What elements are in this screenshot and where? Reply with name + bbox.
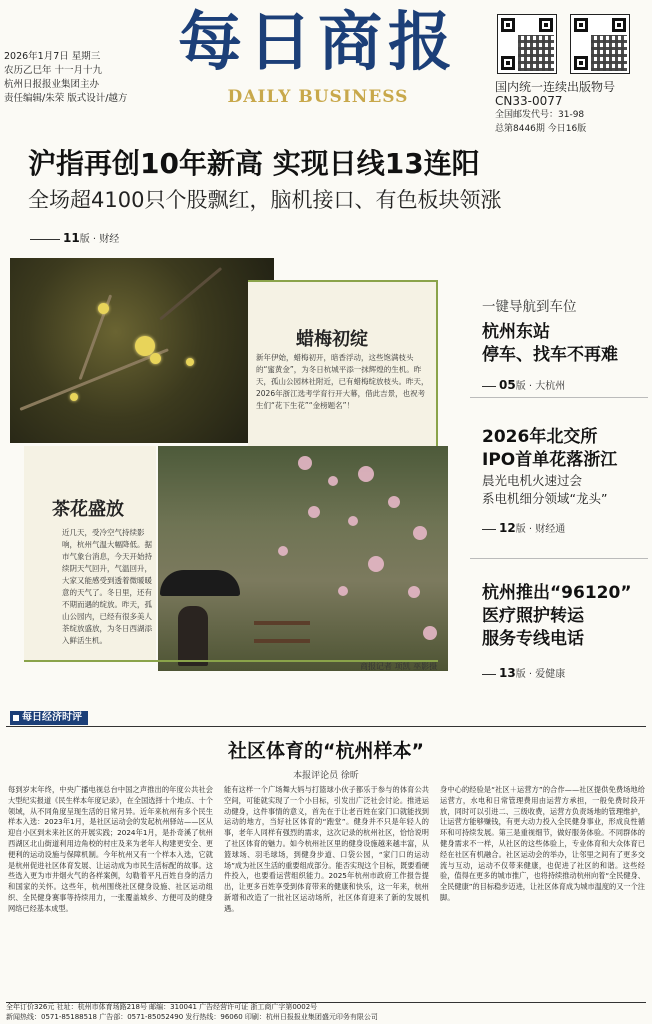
article-column: 能有这样一个广场舞大妈与打篮球小伙子都乐于参与的体育公共空间，可能就实现了一个小目标，引发出广泛社会讨论。推进运动健身，这件事情的意义，首先在于让老百姓在家门口就能找到运动的地方，当好社区体育的“跑堂”。健身并不只是年轻人的事，老年人同样有强烈的需求，这次记录的杭州社区，恰恰说明了社区体育的魅力。如今杭州社区里的健身设施越来越丰富，从篮球场、羽毛球场，到健身步道、口袋公园，“家门口的运动场”成为社区生活的重要组成部分。能否实现这个目标，既要看硬件投入，也要看运营组织能力。2025年杭州市政府工作报告提出，让更多百姓享受到体育带来的健康和快乐，这一年来，杭州新增和改造了一批社区运动场所，社区体育迎来了新的发展机遇。 xyxy=(224,785,429,913)
wintersweet-caption: 新年伊始，蜡梅初开，暗香浮动，这些饱满枝头的“蜜黄金”，为冬日杭城平添一抹辉煌的生机。昨天，孤山公园林社附近，已有蜡梅绽放枝头。昨天，2026年浙江选考学育行开大幕，借此吉景，也祝考生们“花下生花”“金榜题名”！ xyxy=(256,353,429,410)
editor-line: 责任编辑/朱荣 版式设计/越方 xyxy=(4,93,128,104)
story-deck: 系电机细分领域“龙头” xyxy=(482,491,608,506)
camellia-caption: 近几天，受冷空气持续影响，杭州气温大幅降低。据市气象台消息，今天开始持续阴天气回升，气温回升，大家又能感受到透着微暖暖意的天气了。冬日里，还有不期而遇的绽放。昨天，孤山公园内，已经有很多美人茶绽放盛放，为冬日西湖添入鲜活生机。 xyxy=(62,528,152,645)
wintersweet-title: 蜡梅初绽 xyxy=(296,329,368,350)
page-reference[interactable] xyxy=(30,230,119,245)
story-east-station[interactable] xyxy=(482,295,650,392)
story-headline: 杭州东站 xyxy=(482,322,550,342)
footer xyxy=(6,1002,646,1022)
page-reference[interactable] xyxy=(482,520,650,535)
cn-number: 国内统一连续出版物号 CN33-0077 xyxy=(495,80,616,108)
article-title[interactable]: 社区体育的“杭州样本” xyxy=(228,740,424,762)
story-headline: 医疗照护转运 xyxy=(482,606,584,626)
page-number: 12 xyxy=(499,521,516,535)
page-reference[interactable] xyxy=(482,665,650,680)
footer-line: 全年订价326元 社址：杭州市体育场路218号 邮编：310041 广告经营许可证 浙工商广字第0002号 xyxy=(6,1003,318,1011)
publication-info xyxy=(495,80,647,136)
story-headline: 杭州推出“96120” xyxy=(482,583,632,603)
date-line: 2026年1月7日 星期三 xyxy=(4,51,101,62)
story-headline: 2026年北交所 xyxy=(482,427,598,447)
sponsor-line: 杭州日报报业集团主办 xyxy=(4,79,100,90)
page-section: 版 · 大杭州 xyxy=(515,381,566,392)
camellia-title: 茶花盛放 xyxy=(52,499,124,520)
page-number: 11 xyxy=(63,231,80,245)
page-reference[interactable] xyxy=(482,377,650,392)
qr-code-icon[interactable] xyxy=(497,14,557,74)
story-deck: 晨光电机火速过会 xyxy=(482,473,583,488)
article-column: 身中心的经验是“社区＋运营方”的合作——社区提供免费场地给运营方，水电和日常管理费用由运营方承担，一般免费时段开放，同时可以引进二、三级收费，运营方负责场地的管理维护，让运营方能够赚钱，有更大动力投入全民健身事业，形成良性循环和可持续发展。第三是重视细节，做好服务体验。不同群体的健身需求不一样，从社区的这些体验上，专业体育和大众体育已经在社区有机融合。社区运动会的举办，让邻里之间有了更多交流与互动，运动不仅带来健康，也促进了社区的和谐。这些经验，值得在更多的城市推广，也将持续推动杭州向着“全民健身、全民健康”的目标稳步迈进，让社区体育成为城市温度的又一个注脚。 xyxy=(440,785,645,902)
frame-line xyxy=(248,280,438,282)
story-kicker: 一键导航到车位 xyxy=(482,299,577,315)
wintersweet-photo xyxy=(10,258,274,443)
section-rule xyxy=(6,713,646,727)
qr-code-icon[interactable] xyxy=(570,14,630,74)
footer-line: 新闻热线：0571-85188518 广告部：0571-85052490 发行热线：96060 印刷：杭州日报报业集团盛元印务有限公司 xyxy=(6,1012,378,1021)
section-label[interactable]: 每日经济时评 xyxy=(10,711,88,725)
lead-subhead: 全场超4100只个股飘红，脑机接口、有色板块领涨 xyxy=(28,188,502,212)
page-number: 13 xyxy=(499,666,516,680)
page-section: 版 · 爱健康 xyxy=(515,669,566,680)
story-headline: 服务专线电话 xyxy=(482,629,584,649)
page-section: 版 · 财经通 xyxy=(515,524,566,535)
lunar-line: 农历乙巳年 十一月十九 xyxy=(4,65,103,76)
story-bse-ipo[interactable] xyxy=(482,426,650,535)
brand-logo xyxy=(163,4,473,114)
postal-code: 全国邮发代号：31-98 xyxy=(495,110,585,120)
brand-name-en: DAILY BUSINESS xyxy=(227,87,409,107)
camellia-photo xyxy=(158,446,448,671)
story-96120[interactable] xyxy=(482,582,650,680)
lead-headline[interactable]: 沪指再创10年新高 实现日线13连阳 xyxy=(28,147,480,180)
divider xyxy=(470,397,648,398)
masthead-info xyxy=(4,50,164,106)
divider xyxy=(470,558,648,559)
brand-name-cn: 每日商报 xyxy=(178,5,458,80)
story-headline: IPO首单花落浙江 xyxy=(482,450,618,470)
article-column: 每到岁末年终，中央广播电视总台中国之声推出的年度公共社会大型纪实报道《民生样本年度记录》，在全国选择十个地点、十个领域，从不同角度呈现生活的日常月异。近年来杭州有多个民生样本入选：2023年1月，是社区运动会的发起杭州驿站——区从迎自小区到未来社区的开展实践；2024年1月，是扑奇溪了杭州西湖区北山街道利用边角校的村庄及来为老年人构建更安全、更便利的运动设施与保障机制。今年杭州又有一个样本入选，它就是杭州促进社区体育发展、让运动成为市民生活标配的故事。这些选入更为市井烟火气的各样案例，勾勒着平凡百姓自身的活力和国家的关怀。这些年，杭州围绕社区健身设施、社区运动组织、全民健身赛事等持续用力，一张覆盖城乡、方便可及的健身网络已经基本成型。 xyxy=(8,785,213,913)
page-number: 05 xyxy=(499,378,516,392)
frame-line xyxy=(24,660,438,662)
issue-number: 总第8446期 今日16版 xyxy=(495,124,587,134)
photo-credit: 商报记者 项凯 巫影摄 xyxy=(360,662,438,671)
story-headline: 停车、找车不再难 xyxy=(482,345,618,365)
page-section: 版 · 财经 xyxy=(79,234,120,245)
article-author: 本报评论员 徐昕 xyxy=(293,771,359,781)
